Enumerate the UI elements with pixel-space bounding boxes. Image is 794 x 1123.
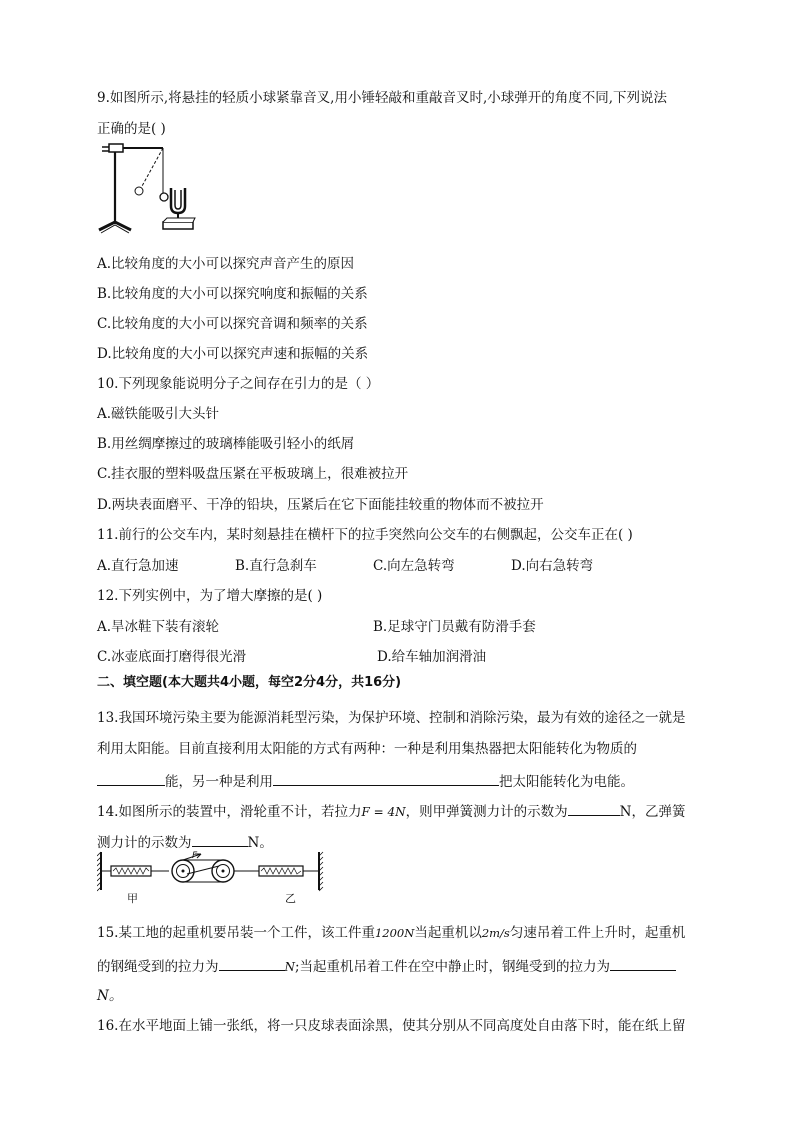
q15-blank-2[interactable] xyxy=(610,955,676,971)
q15-line3: N。 xyxy=(97,988,123,1004)
q11-option-b: B.直行急刹车 xyxy=(235,558,317,574)
q9-option-b: B.比较角度的大小可以探究响度和振幅的关系 xyxy=(97,286,368,302)
scale-label-yi: 乙 xyxy=(285,892,296,905)
q12-option-a: A.旱冰鞋下装有滚轮 xyxy=(97,619,220,635)
q13-line2: 利用太阳能。目前直接利用太阳能的方式有两种：一种是利用集热器把太阳能转化为物质的 xyxy=(97,741,637,757)
q13-blank-2[interactable] xyxy=(273,770,499,786)
q14-formula: F = 4N xyxy=(361,805,406,819)
tuning-fork-figure xyxy=(97,138,197,236)
q11-option-c: C.向左急转弯 xyxy=(373,558,455,574)
q10-stem: 10.下列现象能说明分子之间存在引力的是（ ） xyxy=(97,376,380,392)
scale-label-jia: 甲 xyxy=(127,892,138,905)
q11-option-a: A.直行急加速 xyxy=(97,558,179,574)
q12-option-d: D.给车轴加润滑油 xyxy=(377,649,487,665)
q15-blank-1[interactable] xyxy=(219,955,285,971)
q13-line1: 13.我国环境污染主要为能源消耗型污染，为保护环境、控制和消除污染，最为有效的途径之一就是 xyxy=(97,710,686,726)
q12-stem: 12.下列实例中，为了增大摩擦的是( ) xyxy=(97,588,323,604)
q14-blank-1[interactable] xyxy=(568,800,620,816)
q13-blank-1[interactable] xyxy=(97,770,165,786)
q10-option-b: B.用丝绸摩擦过的玻璃棒能吸引轻小的纸屑 xyxy=(97,436,355,452)
q9-option-d: D.比较角度的大小可以探究声速和振幅的关系 xyxy=(97,346,369,362)
q15-speed: 2m/s xyxy=(481,926,510,940)
q9-option-a: A.比较角度的大小可以探究声音产生的原因 xyxy=(97,256,355,272)
q13-line3: 能，另一种是利用 把太阳能转化为电能。 xyxy=(97,770,634,792)
q15-line1: 15.某工地的起重机要吊装一个工件，该工件重1200N当起重机以2m/s匀速吊着工件上升时，起重机 xyxy=(97,925,686,941)
q10-option-c: C.挂衣服的塑料吸盘压紧在平板玻璃上，很难被拉开 xyxy=(97,466,409,482)
q11-option-d: D.向右急转弯 xyxy=(511,558,594,574)
q15-line2: 的钢绳受到的拉力为 N;当起重机吊着工件在空中静止时，钢绳受到的拉力为 xyxy=(97,955,676,977)
q14-blank-2[interactable] xyxy=(192,831,248,847)
q16-line1: 16.在水平地面上铺一张纸，将一只皮球表面涂黑，使其分别从不同高度处自由落下时，能在纸上留 xyxy=(97,1018,686,1034)
force-label: F xyxy=(192,851,198,861)
section-heading-fill-in: 二、填空题(本大题共4小题，每空2分4分，共16分) xyxy=(97,675,402,690)
q9-stem-line2: 正确的是( ) xyxy=(97,121,166,137)
q14-line1: 14.如图所示的装置中，滑轮重不计，若拉力F = 4N，则甲弹簧测力计的示数为 N，乙弹簧 xyxy=(97,800,685,822)
q10-option-a: A.磁铁能吸引大头针 xyxy=(97,406,220,422)
q15-weight: 1200N xyxy=(374,926,415,940)
q11-stem: 11.前行的公交车内，某时刻悬挂在横杆下的拉手突然向公交车的右侧飘起，公交车正在( ) xyxy=(97,527,633,543)
pulley-spring-figure xyxy=(97,848,325,906)
q14-line2: 测力计的示数为 N。 xyxy=(97,831,273,853)
q9-stem-line1: 9.如图所示,将悬挂的轻质小球紧靠音叉,用小锤轻敲和重敲音叉时,小球弹开的角度不同,下列说法 xyxy=(97,90,668,106)
q12-option-c: C.冰壶底面打磨得很光滑 xyxy=(97,649,247,665)
q10-option-d: D.两块表面磨平、干净的铅块，压紧后在它下面能挂较重的物体而不被拉开 xyxy=(97,497,544,513)
q12-option-b: B.足球守门员戴有防滑手套 xyxy=(373,619,536,635)
q9-option-c: C.比较角度的大小可以探究音调和频率的关系 xyxy=(97,316,368,332)
